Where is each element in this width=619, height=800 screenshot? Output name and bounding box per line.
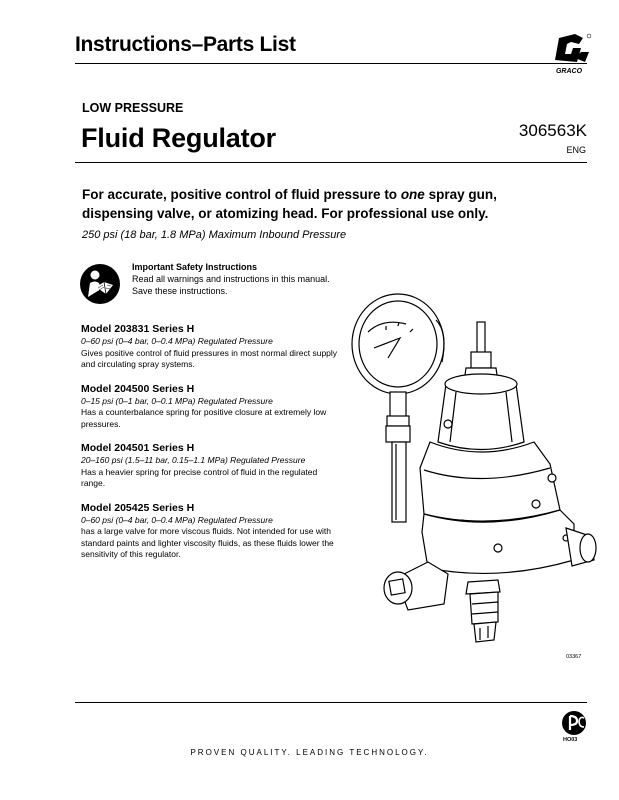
model-title: Model 204501 Series H — [81, 442, 195, 454]
certification-mark-icon — [560, 710, 588, 736]
model-item — [81, 382, 341, 431]
safety-line-2: Save these instructions. — [132, 286, 228, 296]
model-list — [81, 322, 341, 572]
figure-number: 03367 — [566, 654, 582, 660]
model-title: Model 205425 Series H — [81, 501, 195, 514]
model-title: Model 204500 Series H — [81, 382, 195, 395]
model-pressure: 0–15 psi (0–1 bar, 0–0.1 MPa) Regulated Pressure — [81, 395, 273, 406]
footer-rule — [75, 702, 587, 703]
document-language: ENG — [566, 145, 586, 155]
safety-line-1: Read all warnings and instructions in this manual. — [132, 274, 330, 284]
intro-statement: For accurate, positive control of fluid pressure to one spray gun, dispensing valve, or atomizing head. For professional use only. — [82, 187, 497, 221]
model-description: Has a heavier spring for precise control of fluid in the regulated range. — [81, 466, 318, 488]
document-title: Instructions–Parts List — [75, 33, 296, 56]
model-item — [81, 501, 341, 561]
model-pressure: 20–160 psi (1.5–11 bar, 0.15–1.1 MPa) Regulated Pressure — [81, 455, 306, 465]
model-item — [81, 441, 341, 490]
svg-text:GRACO: GRACO — [555, 68, 583, 75]
certification-code: HO03 — [563, 737, 578, 743]
document-number: 306563K — [518, 121, 587, 140]
model-description: has a large valve for more viscous fluids. Not intended for use with standard paints and lighter viscosity fluids, as these fluids lower the sensitivity of this regulator. — [81, 526, 334, 559]
header-rule — [75, 63, 587, 64]
product-name: Fluid Regulator — [81, 123, 276, 153]
brand-tagline: PROVEN QUALITY. LEADING TECHNOLOGY. — [190, 748, 429, 757]
read-manual-icon — [79, 263, 121, 305]
fluid-regulator-illustration — [338, 292, 600, 662]
model-description: Gives positive control of fluid pressures in most normal direct supply and circulating spray systems. — [81, 347, 338, 369]
model-pressure: 0–60 psi (0–4 bar, 0–0.4 MPa) Regulated Pressure — [81, 336, 273, 346]
product-type: LOW PRESSURE — [82, 101, 184, 115]
graco-logo — [545, 30, 593, 76]
model-pressure: 0–60 psi (0–4 bar, 0–0.4 MPa) Regulated Pressure — [81, 514, 273, 525]
max-inbound-pressure: 250 psi (18 bar, 1.8 MPa) Maximum Inbound Pressure — [82, 229, 347, 241]
model-title: Model 203831 Series H — [81, 323, 195, 335]
model-description: Has a counterbalance spring for positive closure at extremely low pressures. — [81, 407, 327, 429]
product-rule — [75, 162, 587, 163]
model-item — [81, 322, 341, 371]
intro-emphasis: one — [400, 187, 425, 202]
safety-heading: Important Safety Instructions — [132, 262, 258, 272]
safety-notice — [132, 261, 330, 297]
